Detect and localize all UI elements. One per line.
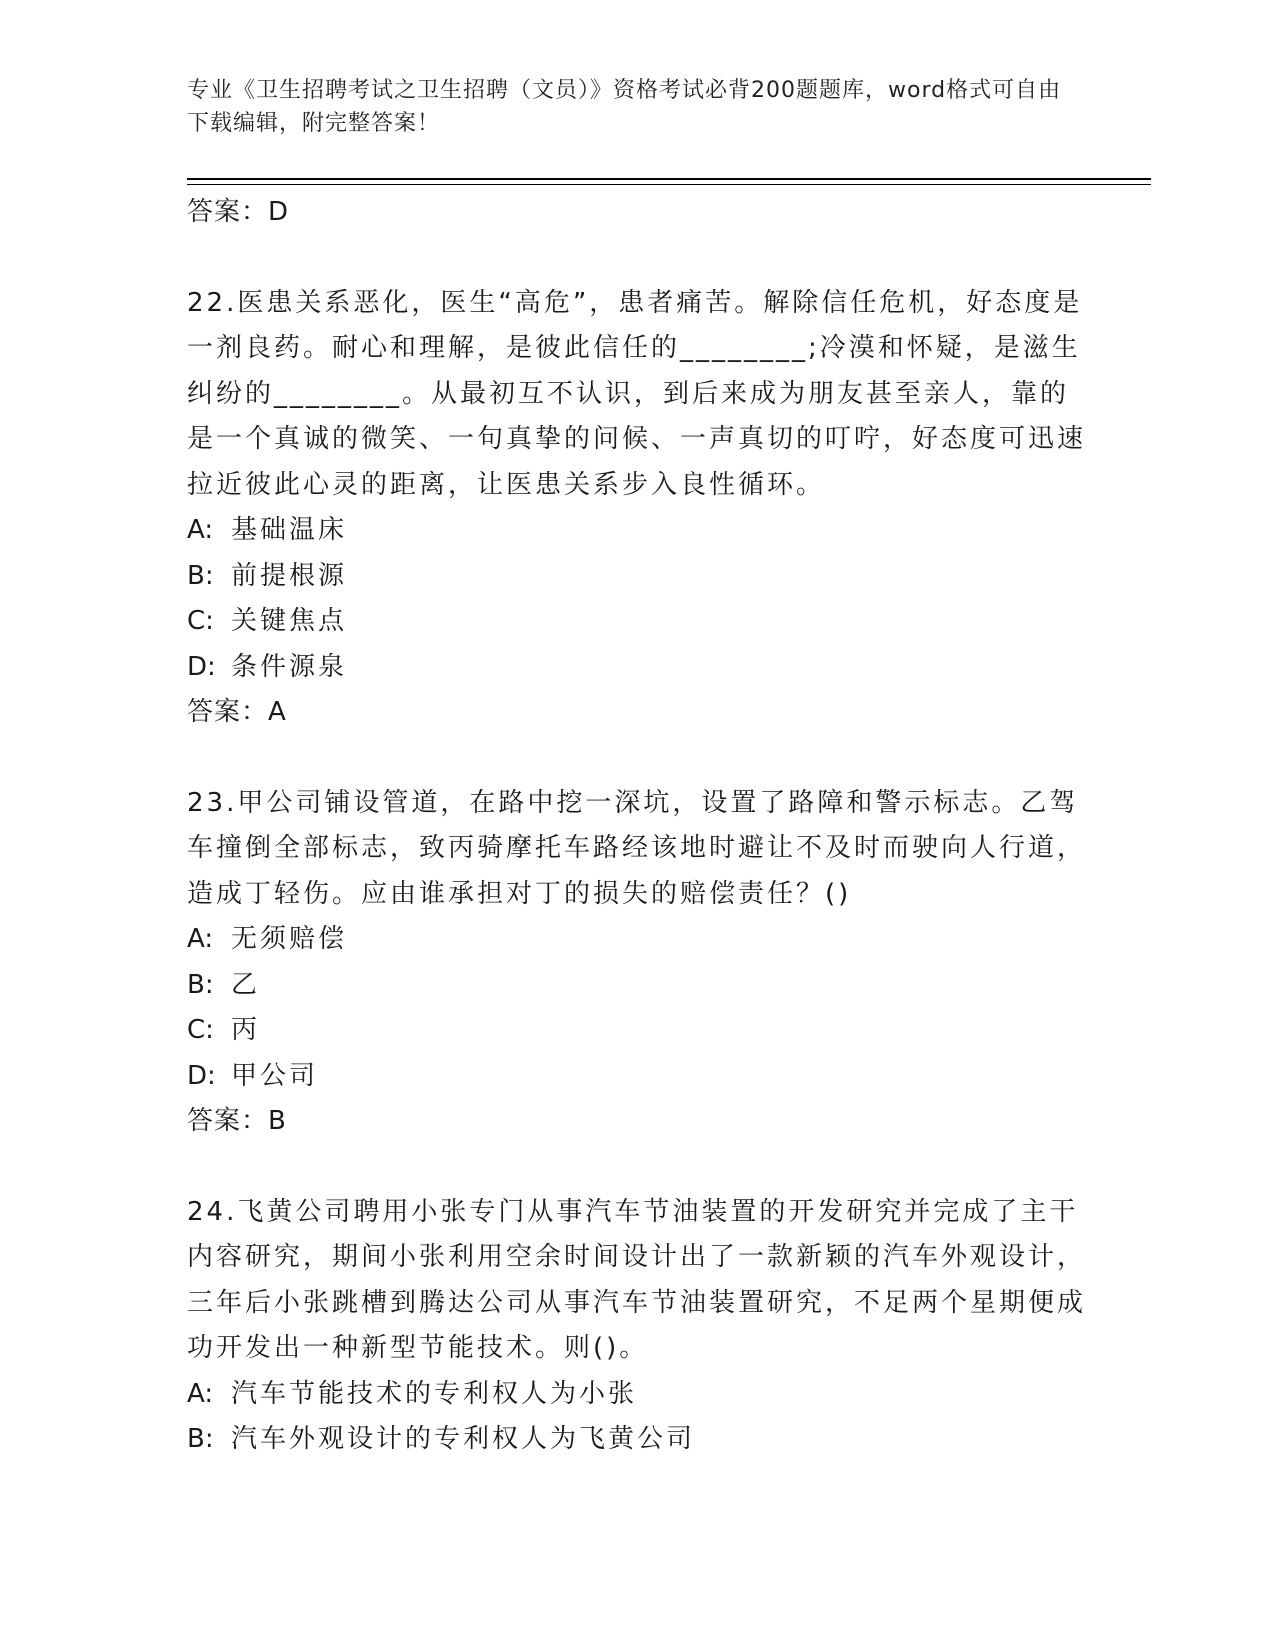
option-text: 汽车外观设计的专利权人为飞黄公司 [231, 1424, 696, 1454]
option-letter: D: [187, 651, 216, 682]
option-letter: C: [187, 606, 214, 636]
option-letter: A: [187, 1378, 214, 1409]
option-letter: B: [187, 969, 214, 1000]
option-d [187, 1054, 1087, 1100]
document-body [187, 190, 1087, 1463]
option-letter: A: [187, 515, 214, 545]
question-text: 24.飞黄公司聘用小张专门从事汽车节油装置的开发研究并完成了主干内容研究，期间小张利用空余时间设计出了一款新颖的汽车外观设计，三年后小张跳槽到腾达公司从事汽车节油装置研究，不足两个星期便成功开发出一种新型节能技术。则()。 [187, 1196, 1087, 1363]
answer-line: 答案：D [187, 197, 290, 227]
option-text: 条件源泉 [231, 651, 348, 682]
question-block [187, 781, 1087, 1145]
header-divider-thick [187, 178, 1151, 180]
option-c [187, 1008, 1087, 1054]
option-letter: A: [187, 924, 214, 954]
option-a [187, 1372, 1087, 1418]
option-text: 乙 [231, 969, 261, 1000]
document-header [187, 74, 1067, 140]
option-letter: C: [187, 1015, 214, 1045]
header-title: 专业《卫生招聘考试之卫生招聘（文员）》资格考试必背200题题库，word格式可自由下载编辑，附完整答案！ [187, 78, 1062, 136]
option-text: 汽车节能技术的专利权人为小张 [231, 1378, 638, 1409]
header-divider-thin [187, 184, 1151, 185]
option-text: 无须赔偿 [231, 924, 348, 954]
option-letter: B: [187, 1424, 214, 1454]
option-a [187, 508, 1087, 554]
section-spacer [187, 736, 1087, 781]
question-block [187, 1190, 1087, 1463]
option-text: 关键焦点 [231, 606, 348, 636]
section-spacer [187, 236, 1087, 281]
option-d [187, 645, 1087, 691]
option-letter: B: [187, 560, 214, 591]
option-text: 基础温床 [231, 515, 348, 545]
option-c [187, 599, 1087, 645]
question-text: 23.甲公司铺设管道，在路中挖一深坑，设置了路障和警示标志。乙驾车撞倒全部标志，致丙骑摩托车路经该地时避让不及时而驶向人行道，造成丁轻伤。应由谁承担对丁的损失的赔偿责任？() [187, 787, 1087, 909]
option-b [187, 1417, 1087, 1463]
option-letter: D: [187, 1060, 216, 1091]
option-a [187, 917, 1087, 963]
option-text: 丙 [231, 1015, 261, 1045]
section-spacer [187, 1145, 1087, 1190]
question-block [187, 281, 1087, 736]
option-text: 甲公司 [231, 1060, 319, 1091]
answer-line: 答案：A [187, 697, 287, 727]
question-text: 22.医患关系恶化，医生“高危”，患者痛苦。解除信任危机，好态度是一剂良药。耐心和理解，是彼此信任的________;冷漠和怀疑，是滋生纠纷的________。从最初互不认识，到后来成为朋友甚至亲人，靠的是一个真诚的微笑、一句真挚的问候、一声真切的叮咛，好态度可迅速拉近彼此心灵的距离，让医患关系步入良性循环。 [187, 287, 1087, 500]
answer-line: 答案：B [187, 1106, 287, 1136]
option-b [187, 554, 1087, 600]
option-b [187, 963, 1087, 1009]
option-text: 前提根源 [231, 560, 348, 591]
